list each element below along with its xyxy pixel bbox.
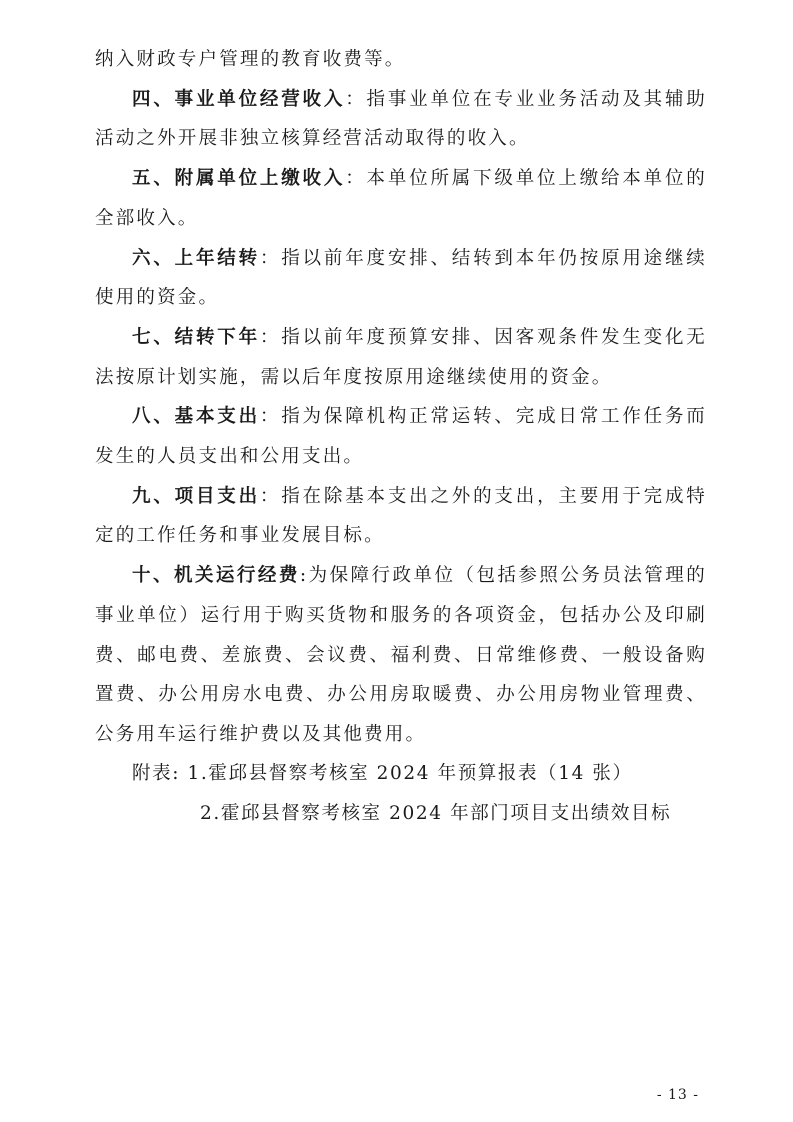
appendix-list — [95, 754, 707, 833]
term-next-year-carryover: 七、结转下年 — [132, 326, 260, 348]
paragraph-prior-year-carryover — [95, 239, 707, 318]
appendix-item-1-text: : 1.霍邱县督察考核室 2024 年预算报表（14 张） — [172, 763, 633, 784]
definition-affiliated-remittance: ：本单位所属下级单位上缴给本单位的全部收入。 — [95, 168, 707, 229]
definition-operating-expenses: :为保障行政单位（包括参照公务员法管理的事业单位）运行用于购买货物和服务的各项资金，包括办公及印刷费、邮电费、差旅费、会议费、福利费、日常维修费、一般设备购置费、办公用房水电费、办公用房取暖费、办公用房物业管理费、公务用车运行维护费以及其他费用。 — [95, 565, 707, 745]
paragraph-affiliated-remittance — [95, 159, 707, 238]
definition-project-expenditure: ：指在除基本支出之外的支出，主要用于完成特定的工作任务和事业发展目标。 — [95, 485, 708, 547]
page-number: - 13 - — [656, 1087, 699, 1103]
definition-next-year-carryover: ：指以前年度预算安排、因客观条件发生变化无法按原计划实施，需以后年度按原用途继续使用的资金。 — [95, 326, 708, 388]
term-operating-expenses: 十、机关运行经费 — [132, 565, 300, 587]
term-project-expenditure: 九、项目支出 — [132, 485, 260, 507]
paragraph-project-expenditure — [95, 477, 707, 556]
paragraph-text: 纳入财政专户管理的教育收费等。 — [95, 49, 406, 70]
paragraph-business-income — [95, 80, 707, 159]
appendix-item-1 — [95, 754, 707, 794]
appendix-label: 附表 — [132, 763, 173, 784]
definition-prior-year-carryover: ：指以前年度安排、结转到本年仍按原用途继续使用的资金。 — [95, 247, 708, 309]
paragraph-operating-expenses — [95, 556, 707, 755]
term-prior-year-carryover: 六、上年结转 — [132, 247, 260, 269]
definition-basic-expenditure: ：指为保障机构正常运转、完成日常工作任务而发生的人员支出和公用支出。 — [95, 406, 708, 468]
term-business-income: 四、事业单位经营收入 — [132, 88, 346, 110]
definition-business-income: ：指事业单位在专业业务活动及其辅助活动之外开展非独立核算经营活动取得的收入。 — [95, 88, 707, 150]
paragraph-basic-expenditure — [95, 397, 707, 476]
document-body — [95, 40, 707, 755]
term-basic-expenditure: 八、基本支出 — [132, 406, 260, 428]
appendix-item-2 — [95, 794, 707, 834]
paragraph-continuation — [95, 40, 707, 80]
term-affiliated-remittance: 五、附属单位上缴收入 — [132, 168, 346, 190]
paragraph-next-year-carryover — [95, 318, 707, 397]
appendix-item-2-text: 2.霍邱县督察考核室 2024 年部门项目支出绩效目标 — [200, 802, 672, 824]
